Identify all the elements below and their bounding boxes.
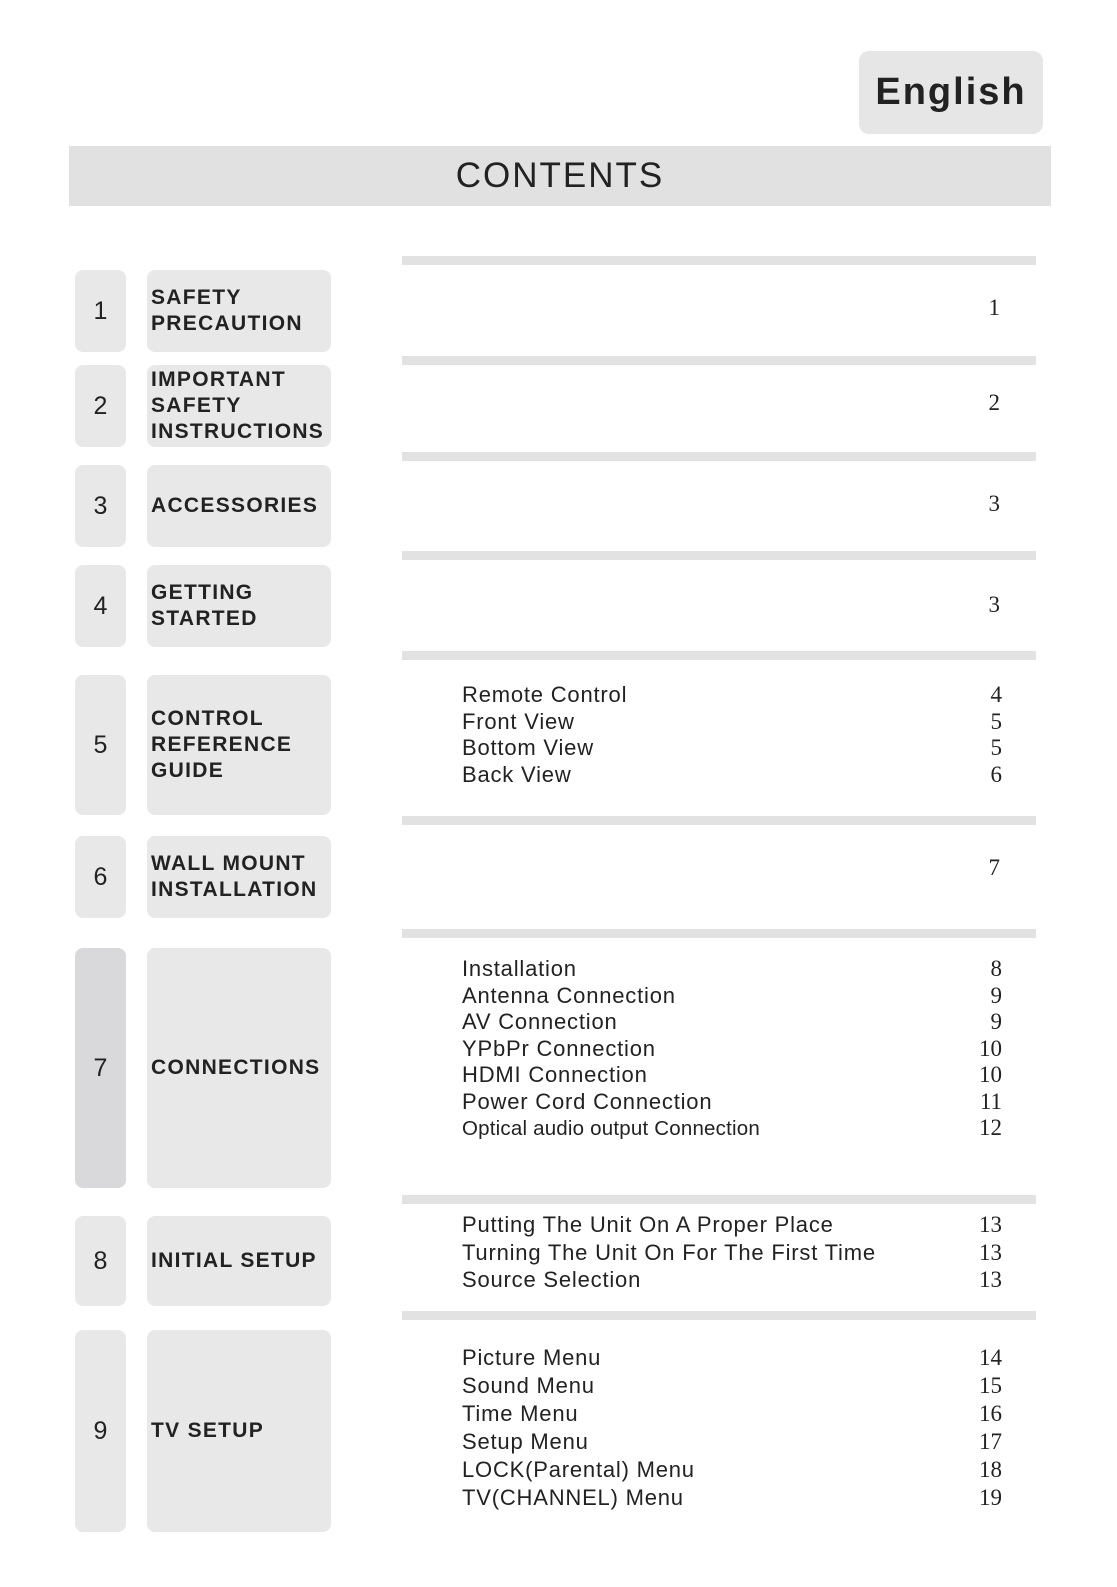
section-label-box[interactable]: [147, 565, 331, 647]
list-item[interactable]: [462, 762, 1002, 789]
page-number: 4: [990, 682, 1002, 707]
page-number: 12: [979, 1115, 1002, 1140]
entry-list: [462, 1212, 1002, 1295]
page-number: 11: [979, 1088, 1002, 1114]
section-label: SAFETY PRECAUTION: [151, 286, 303, 335]
section-divider: [402, 256, 1036, 265]
page-number: 13: [979, 1212, 1002, 1237]
entry-title: Optical audio output Connection: [462, 1117, 760, 1140]
page-number: 15: [979, 1373, 1002, 1398]
list-item[interactable]: [462, 1401, 1002, 1429]
page-number: 16: [979, 1401, 1002, 1426]
list-item[interactable]: [462, 682, 1002, 709]
list-item[interactable]: [462, 709, 1002, 736]
section-divider: [402, 1195, 1036, 1204]
page-number: 5: [990, 708, 1002, 734]
page-number: 9: [990, 982, 1002, 1008]
list-item[interactable]: [462, 1062, 1002, 1089]
section-number[interactable]: 1: [75, 270, 126, 352]
entry-title: Sound Menu: [462, 1373, 595, 1398]
section-number[interactable]: 6: [75, 836, 126, 918]
entry-title: Power Cord Connection: [462, 1088, 713, 1114]
section-divider: [402, 651, 1036, 660]
entry-title: Setup Menu: [462, 1429, 589, 1454]
entry-title: Source Selection: [462, 1267, 642, 1292]
list-item[interactable]: [462, 1429, 1002, 1457]
entry-title: Installation: [462, 956, 577, 981]
page-number: 3: [988, 592, 1000, 617]
page-number: 8: [990, 956, 1002, 981]
section-label-box[interactable]: [147, 1216, 331, 1306]
section-divider: [402, 1311, 1036, 1320]
page-number: 2: [988, 390, 1000, 415]
list-item[interactable]: [462, 1212, 1002, 1240]
section-number[interactable]: 7: [75, 948, 126, 1188]
list-item[interactable]: [462, 1115, 1002, 1142]
entry-title: Antenna Connection: [462, 982, 676, 1008]
section-number[interactable]: 2: [75, 365, 126, 447]
entry-title: Bottom View: [462, 735, 594, 760]
entry-title: Back View: [462, 761, 572, 787]
list-item[interactable]: [462, 1485, 1002, 1513]
section-label: WALL MOUNT INSTALLATION: [151, 852, 318, 901]
section-label-box[interactable]: [147, 948, 331, 1188]
entry-title: Putting The Unit On A Proper Place: [462, 1212, 834, 1237]
section-number[interactable]: 3: [75, 465, 126, 547]
entry-title: YPbPr Connection: [462, 1035, 656, 1061]
section-divider: [402, 816, 1036, 825]
entry-list: [462, 956, 1002, 1142]
list-item[interactable]: [462, 956, 1002, 983]
section-divider: [402, 551, 1036, 560]
page-number: 14: [979, 1345, 1002, 1370]
page-number: 10: [979, 1062, 1002, 1087]
section-label: TV SETUP: [151, 1419, 265, 1442]
section-number[interactable]: 9: [75, 1330, 126, 1532]
entry-title: Time Menu: [462, 1401, 579, 1426]
section-number[interactable]: 8: [75, 1216, 126, 1306]
page-number: 1: [988, 295, 1000, 320]
entry-list: [462, 682, 1002, 788]
entry-title: TV(CHANNEL) Menu: [462, 1485, 684, 1510]
section-number[interactable]: 4: [75, 565, 126, 647]
page-title: CONTENTS: [69, 146, 1051, 206]
page-number: 18: [979, 1457, 1002, 1482]
list-item[interactable]: [462, 1373, 1002, 1401]
list-item[interactable]: [462, 1009, 1002, 1036]
section-divider: [402, 452, 1036, 461]
page-number: 10: [979, 1035, 1002, 1061]
entry-title: LOCK(Parental) Menu: [462, 1457, 695, 1482]
section-label: CONTROL REFERENCE GUIDE: [151, 707, 293, 782]
list-item[interactable]: [462, 1089, 1002, 1116]
section-label-box[interactable]: [147, 270, 331, 352]
section-number[interactable]: 5: [75, 675, 126, 815]
page-number: 5: [990, 735, 1002, 760]
section-label-box[interactable]: [147, 365, 331, 447]
list-item[interactable]: [462, 735, 1002, 762]
list-item[interactable]: [462, 983, 1002, 1010]
section-label-box[interactable]: [147, 1330, 331, 1532]
entry-title: Front View: [462, 708, 575, 734]
entry-title: HDMI Connection: [462, 1062, 648, 1087]
section-label: IMPORTANT SAFETY INSTRUCTIONS: [151, 368, 325, 443]
page-number: 17: [979, 1429, 1002, 1454]
section-label: INITIAL SETUP: [151, 1249, 317, 1272]
list-item[interactable]: [462, 1457, 1002, 1485]
page-number: 7: [988, 855, 1000, 880]
page-number: 19: [979, 1485, 1002, 1510]
page-number: 13: [979, 1267, 1002, 1292]
entry-title: AV Connection: [462, 1009, 618, 1034]
section-label-box[interactable]: [147, 836, 331, 918]
entry-title: Turning The Unit On For The First Time: [462, 1239, 876, 1265]
section-label: CONNECTIONS: [151, 1056, 321, 1079]
page-number: 9: [990, 1009, 1002, 1034]
list-item[interactable]: [462, 1240, 1002, 1268]
list-item[interactable]: [462, 1267, 1002, 1295]
page-number: 6: [990, 761, 1002, 787]
list-item[interactable]: [462, 1036, 1002, 1063]
entry-list: [462, 1345, 1002, 1513]
section-label-box[interactable]: [147, 675, 331, 815]
section-label: GETTING STARTED: [151, 581, 258, 630]
page-number: 3: [988, 491, 1000, 516]
entry-title: Picture Menu: [462, 1345, 602, 1370]
entry-title: Remote Control: [462, 682, 628, 707]
section-label-box[interactable]: [147, 465, 331, 547]
list-item[interactable]: [462, 1345, 1002, 1373]
section-divider: [402, 356, 1036, 365]
section-divider: [402, 929, 1036, 938]
language-tab: English: [859, 51, 1043, 134]
page-number: 13: [979, 1239, 1002, 1265]
section-label: ACCESSORIES: [151, 494, 319, 517]
